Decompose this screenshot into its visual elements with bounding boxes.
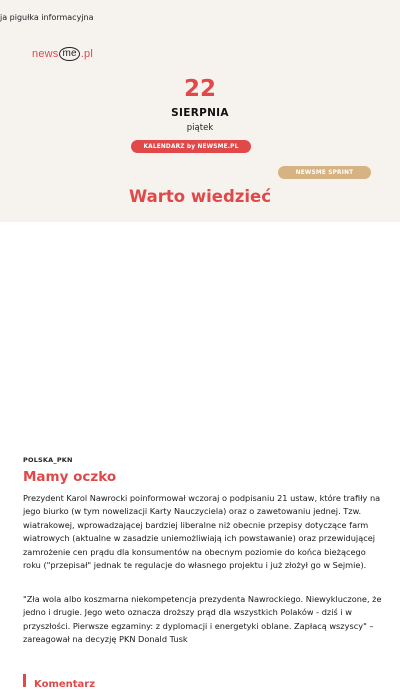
article-paragraph: Prezydent Karol Nawrocki poinformował wczoraj o podpisaniu 21 ustaw, które trafiły na jego biurko (w tym nowelizacji Karty Nauczyciela) oraz o zawetowaniu jednej. Tzw. wiatrakowej, wprowadzającej bardziej liberalne niż obecnie przepisy dotyczące farm wiatrowych (aktualne w zasadzie uniemożliwiają ich powstawanie) oraz przewidującej zamrożenie cen prądu dla konsumentów na obecnym poziomie do końca bieżącego roku ("przepisał" jednak te regulacje do własnego projektu i już złożył go w Sejmie). <box>23 493 381 571</box>
comment-accent-bar <box>23 674 26 687</box>
logo-pl: .pl <box>80 48 93 60</box>
date-weekday: piątek <box>186 123 214 133</box>
date-month: SIERPNIA <box>171 107 229 119</box>
article-tag: POLSKA_PKN <box>23 456 73 464</box>
article-paragraph: "Zła wola albo koszmarna niekompetencja prezydenta Nawrockiego. Niewykluczone, że jedno i drugie. Jego weto oznacza droższy prąd dla wszystkich Polaków - dziś i w przyszłości. Pierwsze egzaminy: z dyplomacji i energetyki oblane. Zapłacą wszyscy" – zareagował na decyzję PKN Donald Tusk <box>23 594 382 645</box>
article-headline: Mamy oczko <box>23 469 117 485</box>
newsme-logo[interactable] <box>32 47 93 61</box>
newsletter-header <box>0 0 400 222</box>
section-title: Warto wiedzieć <box>129 187 271 206</box>
date-day: 22 <box>183 76 216 102</box>
logo-me: me <box>59 47 79 61</box>
sprint-button[interactable]: NEWSME SPRINT <box>278 166 371 179</box>
tagline: ja pigułka informacyjna <box>0 13 94 22</box>
logo-news: news <box>32 48 59 60</box>
comment-heading: Komentarz <box>34 679 96 690</box>
calendar-button[interactable]: KALENDARZ by NEWSME.PL <box>131 140 251 153</box>
